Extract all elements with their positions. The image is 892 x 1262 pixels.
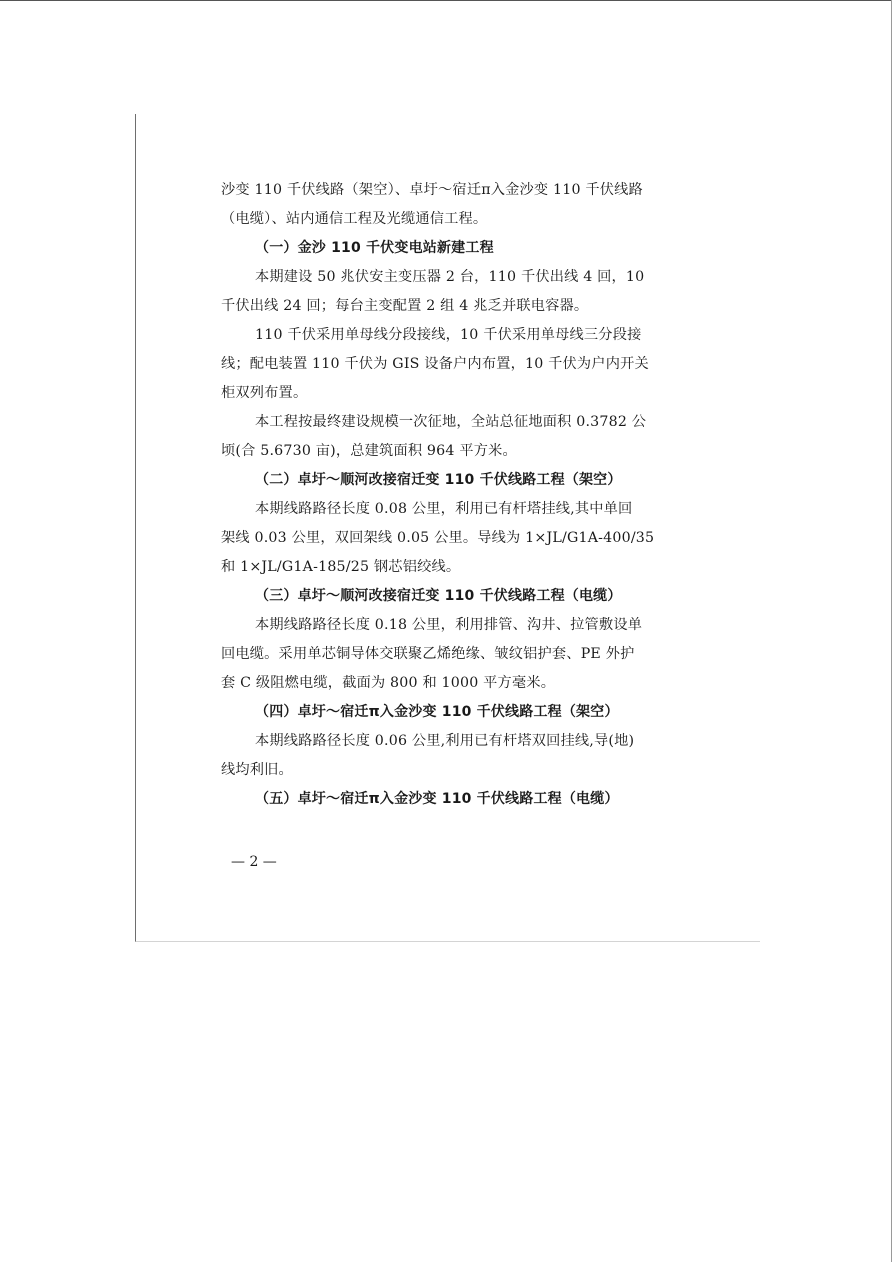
paragraph-line: 本期建设 50 兆伏安主变压器 2 台，110 千伏出线 4 回，10 <box>255 269 645 285</box>
paragraph-line: 和 1×JL/G1A-185/25 钢芯铝绞线。 <box>221 559 461 575</box>
paragraph-line: 顷(合 5.6730 亩)，总建筑面积 964 平方米。 <box>221 443 517 459</box>
paragraph-line: 柜双列布置。 <box>221 385 308 401</box>
paragraph-line: 本期线路路径长度 0.06 公里,利用已有杆塔双回挂线,导(地) <box>255 733 635 749</box>
section-heading-3: （三）卓圩～顺河改接宿迁变 110 千伏线路工程（电缆） <box>255 588 622 604</box>
paragraph-line: 110 千伏采用单母线分段接线，10 千伏采用单母线三分段接 <box>255 327 642 343</box>
paragraph-line: 回电缆。采用单芯铜导体交联聚乙烯绝缘、皱纹铝护套、PE 外护 <box>221 646 635 662</box>
paragraph-line: 本期线路路径长度 0.18 公里，利用排管、沟井、拉管敷设单 <box>255 617 643 633</box>
section-heading-2: （二）卓圩～顺河改接宿迁变 110 千伏线路工程（架空） <box>255 472 622 488</box>
section-heading-4: （四）卓圩～宿迁π入金沙变 110 千伏线路工程（架空） <box>255 704 619 720</box>
paragraph-line: 架线 0.03 公里，双回架线 0.05 公里。导线为 1×JL/G1A-400/35 <box>221 530 655 546</box>
section-heading-5: （五）卓圩～宿迁π入金沙变 110 千伏线路工程（电缆） <box>255 791 619 807</box>
paragraph-line: 本工程按最终建设规模一次征地，全站总征地面积 0.3782 公 <box>255 414 647 430</box>
paragraph-line: 套 C 级阻燃电缆，截面为 800 和 1000 平方毫米。 <box>221 675 556 691</box>
section-heading-1: （一）金沙 110 千伏变电站新建工程 <box>255 240 494 256</box>
paragraph-line: （电缆）、站内通信工程及光缆通信工程。 <box>221 211 488 227</box>
scan-top-border <box>0 0 892 1</box>
document-page <box>135 114 760 942</box>
paragraph-line: 千伏出线 24 回；每台主变配置 2 组 4 兆乏并联电容器。 <box>221 298 589 314</box>
paragraph-line: 线均利旧。 <box>221 762 293 778</box>
paragraph-line: 沙变 110 千伏线路（架空）、卓圩～宿迁π入金沙变 110 千伏线路 <box>221 182 643 198</box>
page-number: — 2 — <box>231 854 277 870</box>
paragraph-line: 本期线路路径长度 0.08 公里，利用已有杆塔挂线,其中单回 <box>255 501 633 517</box>
paragraph-line: 线；配电装置 110 千伏为 GIS 设备户内布置，10 千伏为户内开关 <box>221 356 649 372</box>
